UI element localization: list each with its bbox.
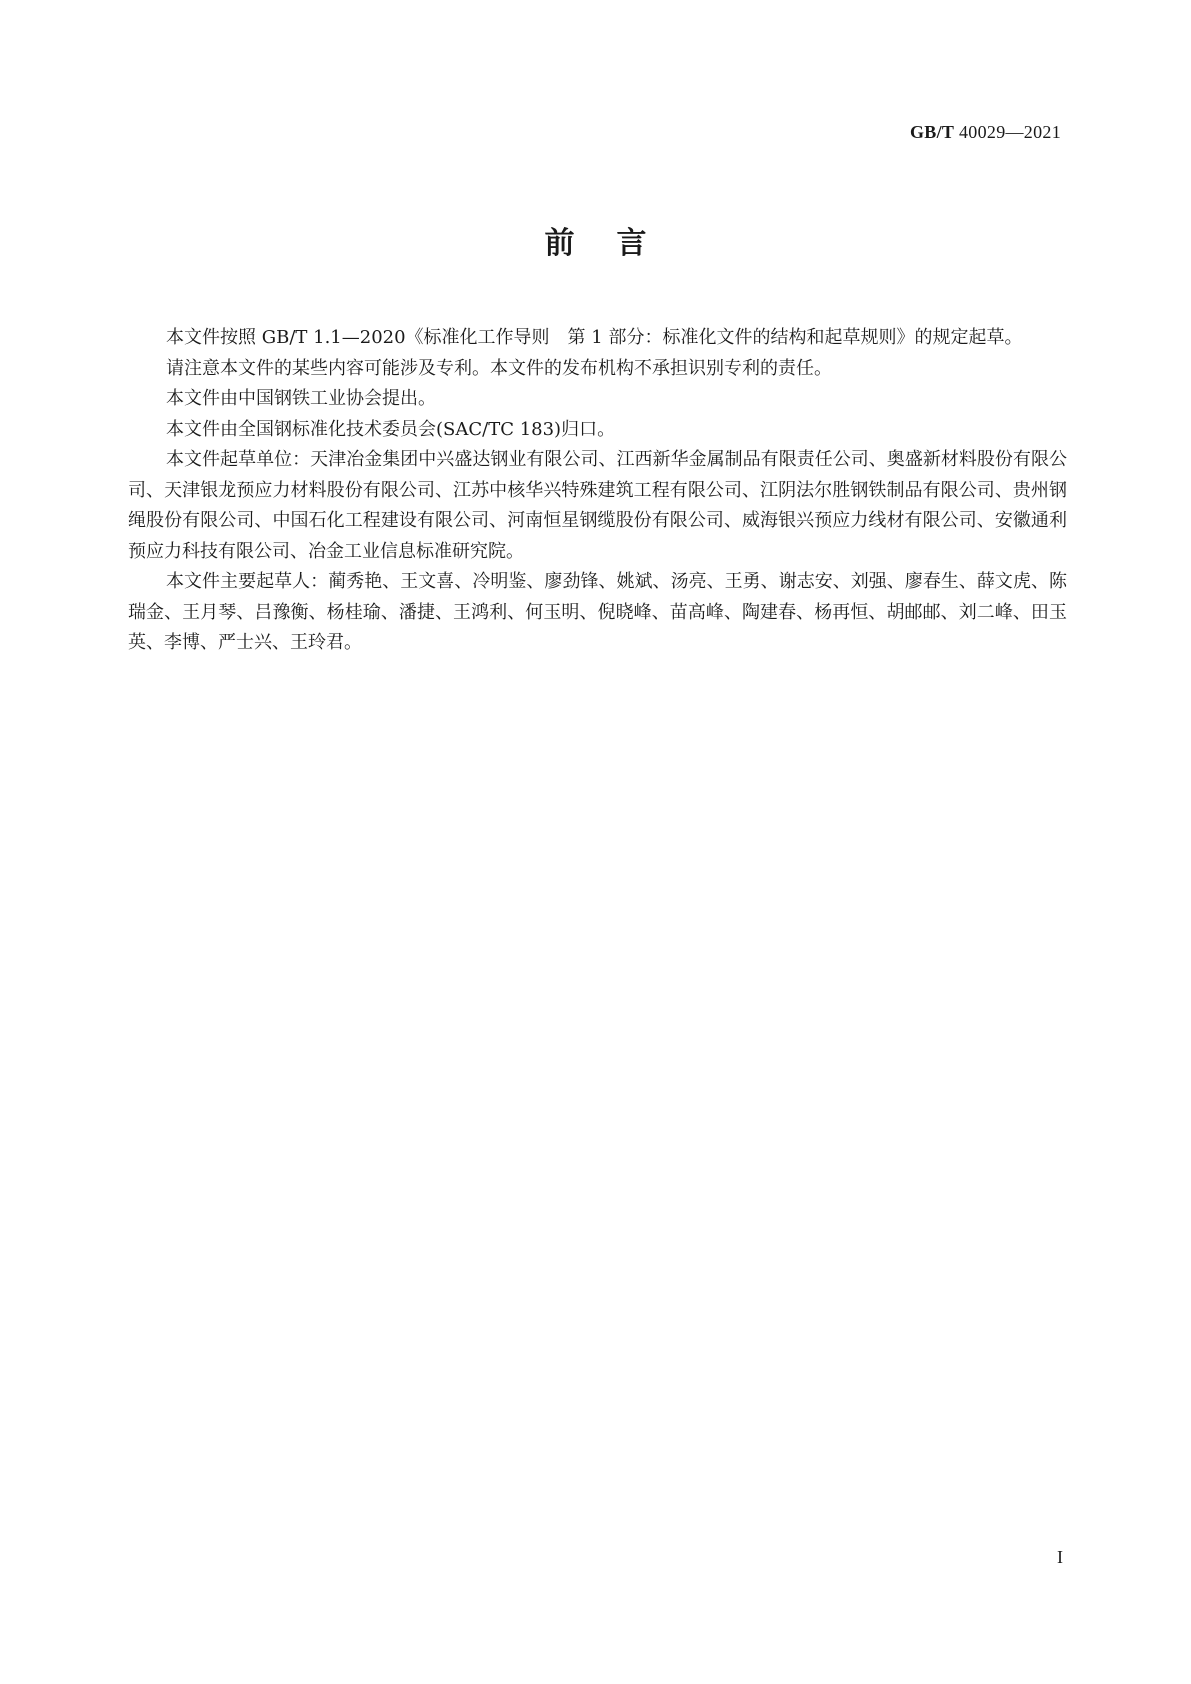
- page-title: 前言: [544, 226, 689, 261]
- standard-prefix: GB/T: [909, 122, 955, 142]
- paragraph-drafting-rules: 本文件按照 GB/T 1.1—2020《标准化工作导则 第 1 部分：标准化文件的结构和起草规则》的规定起草。: [166, 327, 1023, 348]
- paragraph-drafting-units: 本文件起草单位：天津冶金集团中兴盛达钢业有限公司、江西新华金属制品有限责任公司、奥盛新材料股份有限公司、天津银龙预应力材料股份有限公司、江苏中核华兴特殊建筑工程有限公司、江阴法尔胜钢铁制品有限公司、贵州钢绳股份有限公司、中国石化工程建设有限公司、河南恒星钢缆股份有限公司、威海银兴预应力线材有限公司、安徽通利预应力科技有限公司、冶金工业信息标准研究院。: [128, 449, 1067, 562]
- paragraph-drafters: 本文件主要起草人：蔺秀艳、王文喜、冷明鉴、廖劲锋、姚斌、汤亮、王勇、谢志安、刘强、廖春生、薛文虎、陈瑞金、王月琴、吕豫衡、杨桂瑜、潘捷、王鸿利、何玉明、倪晓峰、苗高峰、陶建春、杨再恒、胡邮邮、刘二峰、田玉英、李博、严士兴、王玲君。: [128, 571, 1067, 653]
- paragraph-administrator: 本文件由全国钢标准化技术委员会(SAC/TC 183)归口。: [166, 418, 616, 440]
- standard-number: 40029—2021: [959, 122, 1061, 142]
- paragraph-patent-notice: 请注意本文件的某些内容可能涉及专利。本文件的发布机构不承担识别专利的责任。: [166, 357, 832, 379]
- page-number: I: [1057, 1547, 1063, 1567]
- paragraph-proposer: 本文件由中国钢铁工业协会提出。: [166, 388, 436, 409]
- standard-code: [910, 122, 1061, 143]
- foreword-body: [128, 323, 1067, 659]
